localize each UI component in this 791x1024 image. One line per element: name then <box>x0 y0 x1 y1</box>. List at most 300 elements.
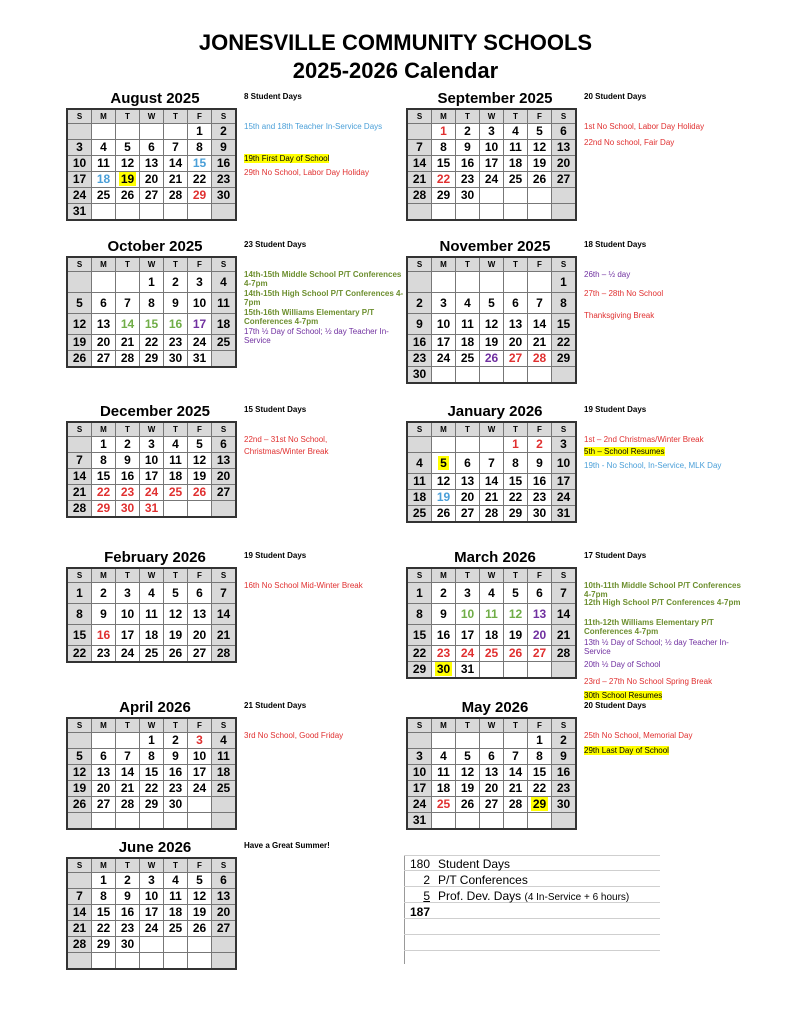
day-cell: 9 <box>164 749 188 765</box>
day-cell: 1 <box>407 583 432 604</box>
empty-cell <box>140 953 164 970</box>
day-cell: 24 <box>552 490 577 506</box>
calendar-note: 25th No School, Memorial Day <box>584 731 693 740</box>
weekday-header: S <box>552 257 577 272</box>
weekday-header: S <box>212 858 237 873</box>
day-cell: 8 <box>67 604 92 625</box>
day-cell: 29 <box>188 188 212 204</box>
empty-cell <box>432 813 456 830</box>
day-cell: 11 <box>504 140 528 156</box>
day-cell: 25 <box>480 646 504 662</box>
day-cell: 10 <box>432 314 456 335</box>
calendar-note: 10th-11th Middle School P/T Conferences 4-7pm <box>584 581 741 599</box>
day-cell: 7 <box>407 140 432 156</box>
day-cell: 7 <box>116 749 140 765</box>
day-cell: 31 <box>407 813 432 830</box>
day-cell: 1 <box>92 437 116 453</box>
day-cell: 9 <box>407 314 432 335</box>
day-cell: 13 <box>528 604 552 625</box>
day-cell: 6 <box>212 873 237 889</box>
day-cell: 5 <box>188 437 212 453</box>
weekday-header: T <box>164 422 188 437</box>
weekday-header: T <box>164 257 188 272</box>
weekday-header: T <box>164 109 188 124</box>
weekday-header: T <box>504 718 528 733</box>
empty-cell <box>67 813 92 830</box>
day-cell: 30 <box>164 351 188 368</box>
student-days-count: 21 Student Days <box>244 701 307 710</box>
weekday-header: W <box>140 257 164 272</box>
day-cell: 26 <box>432 506 456 523</box>
day-cell: 13 <box>212 889 237 905</box>
day-cell: 2 <box>212 124 237 140</box>
empty-cell <box>456 204 480 221</box>
day-cell: 4 <box>212 272 237 293</box>
student-days-count: Have a Great Summer! <box>244 841 330 850</box>
day-cell: 8 <box>432 140 456 156</box>
day-cell: 18 <box>164 469 188 485</box>
day-cell: 28 <box>67 501 92 518</box>
weekday-header: S <box>407 422 432 437</box>
day-cell: 11 <box>164 453 188 469</box>
day-cell: 24 <box>67 188 92 204</box>
empty-cell <box>67 124 92 140</box>
day-cell: 16 <box>164 765 188 781</box>
day-cell: 9 <box>552 749 577 765</box>
empty-cell <box>407 733 432 749</box>
empty-cell <box>480 662 504 679</box>
weekday-header: M <box>92 568 116 583</box>
day-cell: 25 <box>456 351 480 367</box>
student-days-count: 15 Student Days <box>244 405 307 414</box>
day-cell: 30 <box>528 506 552 523</box>
day-cell: 22 <box>140 781 164 797</box>
weekday-header: T <box>504 257 528 272</box>
weekday-header: W <box>480 257 504 272</box>
day-cell: 28 <box>504 797 528 813</box>
calendar-note: 22nd – 31st No School, <box>244 435 328 444</box>
empty-cell <box>188 953 212 970</box>
weekday-header: S <box>67 568 92 583</box>
day-cell: 20 <box>212 905 237 921</box>
calendar-note: 19th First Day of School <box>244 154 330 163</box>
day-cell: 5 <box>432 453 456 474</box>
day-cell: 21 <box>164 172 188 188</box>
weekday-header: S <box>212 568 237 583</box>
weekday-header: S <box>407 109 432 124</box>
day-cell: 28 <box>116 351 140 368</box>
day-cell: 11 <box>140 604 164 625</box>
day-cell: 29 <box>140 797 164 813</box>
empty-cell <box>212 351 237 368</box>
day-cell: 17 <box>432 335 456 351</box>
day-cell: 10 <box>407 765 432 781</box>
empty-cell <box>92 733 116 749</box>
empty-cell <box>552 367 577 384</box>
empty-cell <box>407 437 432 453</box>
calendar-grid <box>406 108 577 221</box>
day-cell: 19 <box>67 781 92 797</box>
day-cell: 10 <box>140 453 164 469</box>
day-cell: 8 <box>407 604 432 625</box>
day-cell: 21 <box>116 335 140 351</box>
day-cell: 3 <box>67 140 92 156</box>
empty-cell <box>140 204 164 221</box>
day-cell: 27 <box>140 188 164 204</box>
weekday-header: F <box>528 109 552 124</box>
day-cell: 4 <box>212 733 237 749</box>
day-cell: 30 <box>164 797 188 813</box>
empty-cell <box>480 188 504 204</box>
day-cell: 11 <box>92 156 116 172</box>
day-cell: 27 <box>480 797 504 813</box>
day-cell: 6 <box>504 293 528 314</box>
day-cell: 5 <box>456 749 480 765</box>
day-cell: 2 <box>164 733 188 749</box>
day-cell: 16 <box>528 474 552 490</box>
day-cell: 29 <box>528 797 552 813</box>
student-days-count: 19 Student Days <box>244 551 307 560</box>
day-cell: 23 <box>528 490 552 506</box>
day-cell: 29 <box>552 351 577 367</box>
day-cell: 9 <box>528 453 552 474</box>
day-cell: 14 <box>407 156 432 172</box>
day-cell: 3 <box>480 124 504 140</box>
weekday-header: M <box>92 109 116 124</box>
weekday-header: W <box>480 109 504 124</box>
calendar-grid <box>66 567 237 663</box>
day-cell: 30 <box>552 797 577 813</box>
calendar-note: 12th High School P/T Conferences 4-7pm <box>584 598 741 607</box>
day-cell: 12 <box>528 140 552 156</box>
day-cell: 28 <box>407 188 432 204</box>
weekday-header: S <box>67 422 92 437</box>
day-cell: 5 <box>116 140 140 156</box>
day-cell: 15 <box>92 469 116 485</box>
day-cell: 20 <box>92 781 116 797</box>
student-days-count: 20 Student Days <box>584 701 647 710</box>
empty-cell <box>480 733 504 749</box>
day-cell: 31 <box>552 506 577 523</box>
day-cell: 10 <box>188 749 212 765</box>
title-line-1: JONESVILLE COMMUNITY SCHOOLS <box>198 30 593 55</box>
day-cell: 16 <box>212 156 237 172</box>
day-cell: 26 <box>188 485 212 501</box>
empty-cell <box>528 662 552 679</box>
day-cell: 16 <box>116 469 140 485</box>
day-cell: 7 <box>504 749 528 765</box>
empty-cell <box>528 272 552 293</box>
weekday-header: M <box>92 718 116 733</box>
day-cell: 27 <box>504 351 528 367</box>
day-cell: 13 <box>92 765 116 781</box>
day-cell: 20 <box>92 335 116 351</box>
day-cell: 4 <box>407 453 432 474</box>
day-cell: 16 <box>164 314 188 335</box>
day-cell: 7 <box>164 140 188 156</box>
day-cell: 15 <box>432 156 456 172</box>
calendar-note: 19th - No School, In-Service, MLK Day <box>584 461 722 470</box>
day-cell: 15 <box>140 765 164 781</box>
day-cell: 14 <box>552 604 577 625</box>
day-cell: 18 <box>140 625 164 646</box>
empty-cell <box>92 953 116 970</box>
day-cell: 21 <box>407 172 432 188</box>
weekday-header: T <box>116 422 140 437</box>
empty-cell <box>432 733 456 749</box>
day-cell: 15 <box>528 765 552 781</box>
day-cell: 9 <box>456 140 480 156</box>
day-cell: 24 <box>407 797 432 813</box>
empty-cell <box>480 204 504 221</box>
day-cell: 18 <box>212 314 237 335</box>
weekday-header: W <box>140 718 164 733</box>
empty-cell <box>528 188 552 204</box>
empty-cell <box>188 501 212 518</box>
calendar-note: 16th No School Mid-Winter Break <box>244 581 363 590</box>
day-cell: 1 <box>188 124 212 140</box>
weekday-header: S <box>67 858 92 873</box>
day-cell: 7 <box>480 453 504 474</box>
day-cell: 19 <box>504 625 528 646</box>
day-cell: 18 <box>164 905 188 921</box>
day-cell: 27 <box>92 797 116 813</box>
day-cell: 5 <box>67 749 92 765</box>
day-cell: 14 <box>67 905 92 921</box>
calendar-grid <box>66 717 237 830</box>
day-cell: 12 <box>480 314 504 335</box>
empty-cell <box>164 124 188 140</box>
day-cell: 3 <box>188 733 212 749</box>
day-cell: 3 <box>456 583 480 604</box>
weekday-header: T <box>116 257 140 272</box>
weekday-header: M <box>432 109 456 124</box>
day-cell: 4 <box>140 583 164 604</box>
empty-cell <box>212 953 237 970</box>
day-cell: 12 <box>504 604 528 625</box>
empty-cell <box>188 813 212 830</box>
day-cell: 27 <box>456 506 480 523</box>
weekday-header: S <box>67 257 92 272</box>
day-cell: 24 <box>188 781 212 797</box>
calendar-note: Christmas/Winter Break <box>244 447 329 456</box>
empty-cell <box>116 813 140 830</box>
day-cell: 22 <box>407 646 432 662</box>
day-cell: 1 <box>552 272 577 293</box>
day-cell: 13 <box>504 314 528 335</box>
day-cell: 16 <box>432 625 456 646</box>
calendar-note: 15th and 18th Teacher In-Service Days <box>244 122 383 131</box>
day-cell: 28 <box>116 797 140 813</box>
day-cell: 17 <box>480 156 504 172</box>
day-cell: 22 <box>188 172 212 188</box>
day-cell: 11 <box>164 889 188 905</box>
day-cell: 14 <box>67 469 92 485</box>
day-cell: 23 <box>432 646 456 662</box>
calendar-note: 23rd – 27th No School Spring Break <box>584 677 713 686</box>
empty-cell <box>552 813 577 830</box>
day-cell: 22 <box>140 335 164 351</box>
day-cell: 26 <box>456 797 480 813</box>
day-cell: 21 <box>552 625 577 646</box>
day-cell: 14 <box>164 156 188 172</box>
day-cell: 8 <box>140 749 164 765</box>
day-cell: 24 <box>432 351 456 367</box>
day-cell: 25 <box>164 921 188 937</box>
calendar-note: 3rd No School, Good Friday <box>244 731 344 740</box>
day-cell: 30 <box>212 188 237 204</box>
calendar-note: 29th Last Day of School <box>584 746 669 755</box>
day-cell: 5 <box>504 583 528 604</box>
weekday-header: S <box>212 718 237 733</box>
empty-cell <box>212 937 237 953</box>
empty-cell <box>456 813 480 830</box>
day-cell: 23 <box>92 646 116 663</box>
day-cell: 2 <box>456 124 480 140</box>
calendar-note: 26th – ½ day <box>584 270 631 279</box>
day-cell: 25 <box>92 188 116 204</box>
weekday-header: F <box>188 858 212 873</box>
day-cell: 21 <box>480 490 504 506</box>
day-cell: 10 <box>552 453 577 474</box>
day-cell: 22 <box>67 646 92 663</box>
empty-cell <box>164 204 188 221</box>
day-cell: 11 <box>212 749 237 765</box>
calendar-note: 13th ½ Day of School; ½ day Teacher In-Service <box>584 638 729 656</box>
day-cell: 17 <box>116 625 140 646</box>
day-cell: 14 <box>528 314 552 335</box>
day-cell: 23 <box>456 172 480 188</box>
calendar-note: 14th-15th Middle School P/T Conferences 4-7pm <box>244 270 402 288</box>
day-cell: 7 <box>116 293 140 314</box>
student-days-count: 18 Student Days <box>584 240 647 249</box>
day-cell: 30 <box>116 937 140 953</box>
weekday-header: F <box>528 422 552 437</box>
weekday-header: M <box>92 422 116 437</box>
day-cell: 6 <box>212 437 237 453</box>
calendar-note: 30th School Resumes <box>584 691 663 700</box>
day-cell: 27 <box>92 351 116 368</box>
day-cell: 12 <box>188 889 212 905</box>
month-title: October 2025 <box>107 238 203 255</box>
day-cell: 4 <box>480 583 504 604</box>
empty-cell <box>432 367 456 384</box>
day-cell: 18 <box>504 156 528 172</box>
calendar-note: 11th-12th Williams Elementary P/T Conferences 4-7pm <box>584 618 714 636</box>
day-cell: 18 <box>92 172 116 188</box>
day-cell: 15 <box>140 314 164 335</box>
weekday-header: T <box>456 568 480 583</box>
weekday-header: S <box>552 422 577 437</box>
day-cell: 8 <box>92 453 116 469</box>
day-cell: 17 <box>140 905 164 921</box>
empty-cell <box>116 953 140 970</box>
day-cell: 6 <box>528 583 552 604</box>
weekday-header: S <box>552 109 577 124</box>
day-cell: 6 <box>140 140 164 156</box>
day-cell: 14 <box>212 604 237 625</box>
day-cell: 19 <box>164 625 188 646</box>
day-cell: 7 <box>552 583 577 604</box>
month-title: September 2025 <box>437 90 553 107</box>
day-cell: 30 <box>407 367 432 384</box>
day-cell: 19 <box>188 905 212 921</box>
weekday-header: W <box>140 858 164 873</box>
day-cell: 24 <box>456 646 480 662</box>
day-cell: 10 <box>116 604 140 625</box>
weekday-header: T <box>116 109 140 124</box>
day-cell: 10 <box>480 140 504 156</box>
day-cell: 2 <box>552 733 577 749</box>
calendar-note: 1st No School, Labor Day Holiday <box>584 122 705 131</box>
day-cell: 23 <box>164 781 188 797</box>
weekday-header: T <box>164 568 188 583</box>
weekday-header: F <box>188 568 212 583</box>
day-cell: 5 <box>480 293 504 314</box>
day-cell: 22 <box>92 485 116 501</box>
day-cell: 11 <box>432 765 456 781</box>
empty-cell <box>407 124 432 140</box>
month-title: January 2026 <box>447 403 543 420</box>
day-cell: 16 <box>92 625 116 646</box>
day-cell: 22 <box>504 490 528 506</box>
day-cell: 21 <box>504 781 528 797</box>
day-cell: 27 <box>188 646 212 663</box>
day-cell: 19 <box>528 156 552 172</box>
day-cell: 29 <box>92 937 116 953</box>
empty-cell <box>188 937 212 953</box>
weekday-header: T <box>116 568 140 583</box>
day-cell: 11 <box>456 314 480 335</box>
weekday-header: S <box>407 257 432 272</box>
day-cell: 24 <box>140 485 164 501</box>
empty-cell <box>92 813 116 830</box>
day-cell: 22 <box>432 172 456 188</box>
empty-cell <box>67 437 92 453</box>
day-cell: 15 <box>407 625 432 646</box>
weekday-header: W <box>480 718 504 733</box>
weekday-header: F <box>188 109 212 124</box>
empty-cell <box>504 813 528 830</box>
month-title: August 2025 <box>110 90 200 107</box>
empty-cell <box>456 367 480 384</box>
day-cell: 29 <box>92 501 116 518</box>
day-cell: 19 <box>456 781 480 797</box>
day-cell: 26 <box>188 921 212 937</box>
day-cell: 19 <box>188 469 212 485</box>
empty-cell <box>432 272 456 293</box>
day-cell: 18 <box>480 625 504 646</box>
day-cell: 30 <box>116 501 140 518</box>
weekday-header: S <box>67 109 92 124</box>
calendar-note: 20th ½ Day of School <box>584 660 661 669</box>
day-cell: 3 <box>552 437 577 453</box>
day-cell: 2 <box>164 272 188 293</box>
weekday-header: S <box>407 718 432 733</box>
weekday-header: T <box>116 718 140 733</box>
day-cell: 17 <box>67 172 92 188</box>
weekday-header: S <box>212 422 237 437</box>
day-cell: 3 <box>140 873 164 889</box>
day-cell: 29 <box>504 506 528 523</box>
day-cell: 17 <box>140 469 164 485</box>
weekday-header: W <box>480 568 504 583</box>
day-cell: 1 <box>504 437 528 453</box>
calendar-grid <box>66 108 237 221</box>
day-cell: 28 <box>67 937 92 953</box>
empty-cell <box>164 501 188 518</box>
calendar-note: Thanksgiving Break <box>584 311 655 320</box>
